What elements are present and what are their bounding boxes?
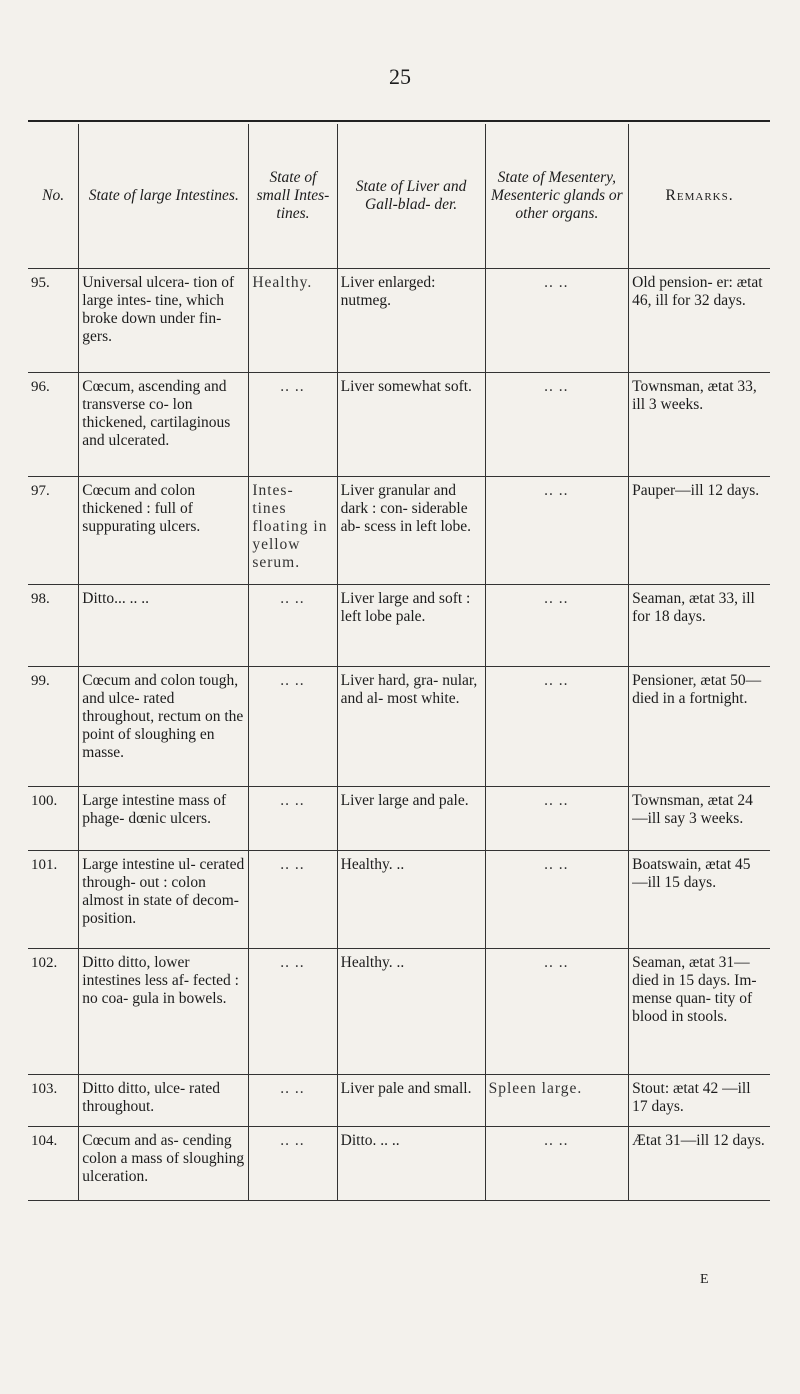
large-intestines-cell: Ditto... .. .. — [79, 585, 249, 667]
large-intestines-cell: Cœcum and colon thickened : full of suppurating ulcers. — [79, 477, 249, 585]
table-row — [28, 949, 770, 1075]
mesentery-cell: .. .. — [485, 477, 629, 585]
remarks-cell: Seaman, ætat 31—died in 15 days. Im- mense quan- tity of blood in stools. — [629, 949, 770, 1075]
case-number: 97. — [28, 477, 79, 585]
table-row — [28, 1127, 770, 1201]
liver-cell: Liver granular and dark : con- siderable ab- scess in left lobe. — [337, 477, 485, 585]
mesentery-cell: .. .. — [485, 851, 629, 949]
header-liver: State of Liver and Gall-blad- der. — [337, 124, 485, 269]
liver-cell: Liver large and pale. — [337, 787, 485, 851]
case-number: 101. — [28, 851, 79, 949]
large-intestines-cell: Cœcum and as- cending colon a mass of sloughing ulceration. — [79, 1127, 249, 1201]
remarks-cell: Ætat 31—ill 12 days. — [629, 1127, 770, 1201]
table-row — [28, 851, 770, 949]
remarks-cell: Townsman, ætat 33, ill 3 weeks. — [629, 373, 770, 477]
table-row — [28, 269, 770, 373]
mesentery-cell: .. .. — [485, 1127, 629, 1201]
large-intestines-cell: Large intestine mass of phage- dœnic ulcers. — [79, 787, 249, 851]
remarks-cell: Townsman, ætat 24—ill say 3 weeks. — [629, 787, 770, 851]
remarks-cell: Pensioner, ætat 50—died in a fortnight. — [629, 667, 770, 787]
header-row — [28, 124, 770, 269]
small-intestines-cell: .. .. — [249, 851, 337, 949]
header-large-intestines: State of large Intestines. — [79, 124, 249, 269]
case-number: 104. — [28, 1127, 79, 1201]
remarks-cell: Boatswain, ætat 45—ill 15 days. — [629, 851, 770, 949]
table-row — [28, 477, 770, 585]
liver-cell: Healthy. .. — [337, 851, 485, 949]
table-row — [28, 585, 770, 667]
signature-mark: E — [700, 1272, 709, 1287]
table-row — [28, 787, 770, 851]
small-intestines-cell: .. .. — [249, 667, 337, 787]
mesentery-cell: .. .. — [485, 949, 629, 1075]
table-row — [28, 1075, 770, 1127]
large-intestines-cell: Ditto ditto, lower intestines less af- fected : no coa- gula in bowels. — [79, 949, 249, 1075]
small-intestines-cell: Healthy. — [249, 269, 337, 373]
small-intestines-cell: .. .. — [249, 949, 337, 1075]
case-number: 96. — [28, 373, 79, 477]
header-mesentery: State of Mesentery, Mesenteric glands or other organs. — [485, 124, 629, 269]
liver-cell: Liver hard, gra- nular, and al- most white. — [337, 667, 485, 787]
mesentery-cell: .. .. — [485, 667, 629, 787]
mesentery-cell: .. .. — [485, 585, 629, 667]
liver-cell: Healthy. .. — [337, 949, 485, 1075]
autopsy-table — [28, 124, 770, 1201]
liver-cell: Liver pale and small. — [337, 1075, 485, 1127]
case-number: 95. — [28, 269, 79, 373]
mesentery-cell: .. .. — [485, 373, 629, 477]
mesentery-cell: .. .. — [485, 269, 629, 373]
large-intestines-cell: Cœcum and colon tough, and ulce- rated throughout, rectum on the point of sloughing en masse. — [79, 667, 249, 787]
case-number: 102. — [28, 949, 79, 1075]
liver-cell: Ditto. .. .. — [337, 1127, 485, 1201]
liver-cell: Liver large and soft : left lobe pale. — [337, 585, 485, 667]
small-intestines-cell: .. .. — [249, 1075, 337, 1127]
mesentery-cell: .. .. — [485, 787, 629, 851]
case-number: 100. — [28, 787, 79, 851]
top-rule — [28, 120, 770, 122]
small-intestines-cell: .. .. — [249, 787, 337, 851]
large-intestines-cell: Universal ulcera- tion of large intes- tine, which broke down under fin- gers. — [79, 269, 249, 373]
remarks-cell: Seaman, ætat 33, ill for 18 days. — [629, 585, 770, 667]
small-intestines-cell: Intes- tines floating in yellow serum. — [249, 477, 337, 585]
case-number: 99. — [28, 667, 79, 787]
header-remarks: Remarks. — [629, 124, 770, 269]
case-number: 98. — [28, 585, 79, 667]
liver-cell: Liver enlarged: nutmeg. — [337, 269, 485, 373]
remarks-cell: Old pension- er: ætat 46, ill for 32 days. — [629, 269, 770, 373]
small-intestines-cell: .. .. — [249, 373, 337, 477]
large-intestines-cell: Large intestine ul- cerated through- out : colon almost in state of decom- position. — [79, 851, 249, 949]
page-number: 25 — [389, 64, 411, 89]
liver-cell: Liver somewhat soft. — [337, 373, 485, 477]
table-row — [28, 667, 770, 787]
small-intestines-cell: .. .. — [249, 1127, 337, 1201]
case-number: 103. — [28, 1075, 79, 1127]
header-small-intestines: State of small Intes- tines. — [249, 124, 337, 269]
remarks-cell: Pauper—ill 12 days. — [629, 477, 770, 585]
large-intestines-cell: Ditto ditto, ulce- rated throughout. — [79, 1075, 249, 1127]
table-row — [28, 373, 770, 477]
large-intestines-cell: Cœcum, ascending and transverse co- lon thickened, cartilaginous and ulcerated. — [79, 373, 249, 477]
small-intestines-cell: .. .. — [249, 585, 337, 667]
header-no: No. — [28, 124, 79, 269]
remarks-cell: Stout: ætat 42 —ill 17 days. — [629, 1075, 770, 1127]
mesentery-cell: Spleen large. — [485, 1075, 629, 1127]
